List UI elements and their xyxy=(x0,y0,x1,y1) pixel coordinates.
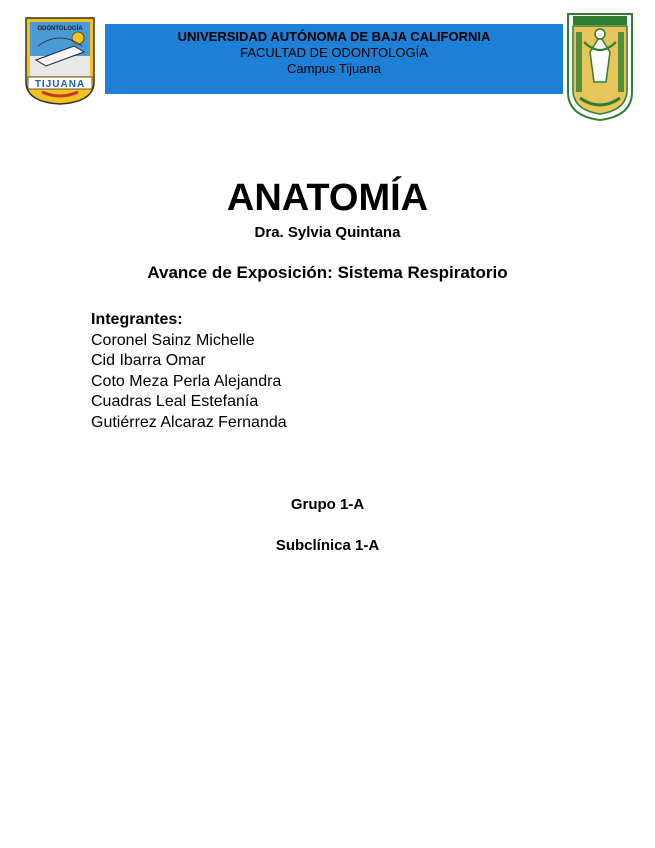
logo-bottom-text: TIJUANA xyxy=(34,79,86,90)
university-name: UNIVERSIDAD AUTÓNOMA DE BAJA CALIFORNIA xyxy=(177,29,491,44)
list-item: Coronel Sainz Michelle xyxy=(91,331,255,349)
list-item: Coto Meza Perla Alejandra xyxy=(91,372,282,390)
faculty-crest-icon xyxy=(24,16,96,106)
group-label: Grupo 1-A xyxy=(290,496,365,513)
list-item: Cid Ibarra Omar xyxy=(91,352,206,369)
members-list xyxy=(91,310,287,433)
members-heading: Integrantes: xyxy=(91,311,183,328)
header-banner xyxy=(105,24,563,94)
page-title: ANATOMÍA xyxy=(226,177,429,219)
professor-name: Dra. Sylvia Quintana xyxy=(254,224,401,241)
exposition-topic: Avance de Exposición: Sistema Respiratorio xyxy=(147,263,508,282)
subclinic-label: Subclínica 1-A xyxy=(275,537,380,554)
campus-name: Campus Tijuana xyxy=(287,61,381,76)
university-shield-icon xyxy=(566,12,634,122)
list-item: Cuadras Leal Estefanía xyxy=(91,393,259,410)
logo-top-text: ODONTOLOGÍA xyxy=(37,26,83,32)
faculty-name: FACULTAD DE ODONTOLOGÍA xyxy=(240,45,428,60)
list-item: Gutiérrez Alcaraz Fernanda xyxy=(91,413,287,431)
